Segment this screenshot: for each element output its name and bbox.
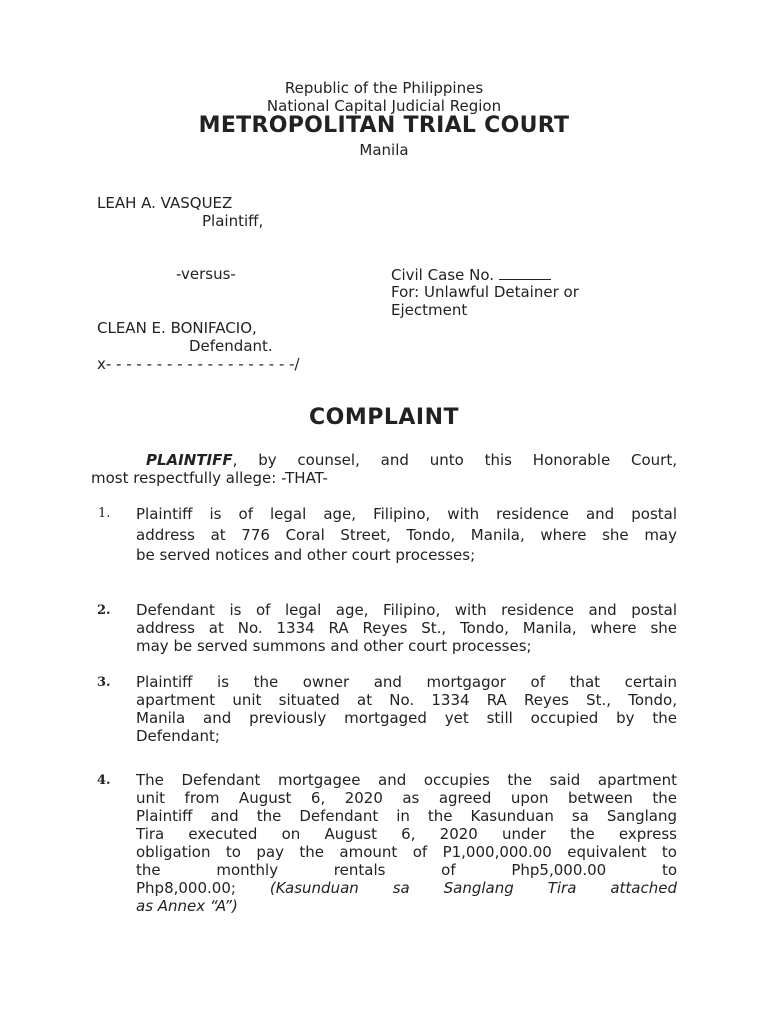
item-line: obligation to pay the amount of P1,000,000.00 equivalent to — [136, 843, 677, 861]
list-item — [136, 673, 677, 745]
defendant-role: Defendant. — [189, 337, 273, 355]
court-name: METROPOLITAN TRIAL COURT — [198, 113, 570, 138]
item-line: the monthly rentals of Php5,000.00 to — [136, 861, 677, 879]
intro-plaintiff: PLAINTIFF — [146, 451, 233, 469]
item-line: be served notices and other court processes; — [136, 546, 476, 564]
item-line: address at No. 1334 RA Reyes St., Tondo, Manila, where she — [136, 619, 677, 637]
item-line: The Defendant mortgagee and occupies the said apartment — [136, 771, 677, 789]
plaintiff-role: Plaintiff, — [202, 212, 264, 230]
for-line-1: For: Unlawful Detainer or — [391, 283, 579, 301]
item-line: Tira executed on August 6, 2020 under the express — [136, 825, 677, 843]
item-line — [136, 897, 677, 915]
item-line: apartment unit situated at No. 1334 RA Reyes St., Tondo, — [136, 691, 677, 709]
item-line: may be served summons and other court processes; — [136, 637, 532, 655]
item-number: 3. — [97, 675, 111, 690]
item-line: Defendant; — [136, 727, 220, 745]
case-no-label: Civil Case No. — [391, 266, 495, 284]
item-line: Plaintiff is the owner and mortgagor of that certain — [136, 673, 677, 691]
item-line: Defendant is of legal age, Filipino, with residence and postal — [136, 601, 677, 619]
item-line: address at 776 Coral Street, Tondo, Manila, where she may — [136, 525, 677, 544]
item-line-plain: Php8,000.00; — [136, 879, 236, 897]
for-line-2: Ejectment — [391, 301, 468, 319]
intro-line-1 — [146, 451, 677, 469]
list-item — [136, 504, 677, 566]
item-line: Plaintiff is of legal age, Filipino, with residence and postal — [136, 505, 677, 523]
list-item — [136, 601, 677, 655]
header-city: Manila — [359, 141, 409, 159]
annex-reference: (Kasunduan sa Sanglang Tira attached — [269, 879, 677, 897]
item-number: 2. — [97, 603, 111, 618]
header-region: National Capital Judicial Region — [266, 97, 502, 115]
defendant-name: CLEAN E. BONIFACIO, — [97, 319, 257, 337]
intro-line-2: most respectfully allege: -THAT- — [91, 469, 328, 487]
annex-reference-cont: as Annex “A”) — [136, 897, 238, 915]
list-item — [136, 771, 677, 915]
item-line: unit from August 6, 2020 as agreed upon between the — [136, 789, 677, 807]
header-republic: Republic of the Philippines — [284, 79, 484, 97]
item-number: 4. — [97, 773, 111, 788]
item-number: 1. — [98, 506, 111, 521]
item-line: Plaintiff and the Defendant in the Kasunduan sa Sanglang — [136, 807, 677, 825]
item-line: Manila and previously mortgaged yet still occupied by the — [136, 709, 677, 727]
caption-separator: x- - - - - - - - - - - - - - - - - - -/ — [97, 355, 300, 373]
versus-label: -versus- — [176, 265, 236, 283]
intro-line-1-rest: , by counsel, and unto this Honorable Court, — [232, 451, 677, 469]
civil-case-no — [391, 265, 551, 284]
plaintiff-name: LEAH A. VASQUEZ — [97, 194, 233, 212]
document-title: COMPLAINT — [308, 405, 459, 430]
case-no-blank — [499, 265, 551, 280]
item-line — [136, 879, 677, 897]
